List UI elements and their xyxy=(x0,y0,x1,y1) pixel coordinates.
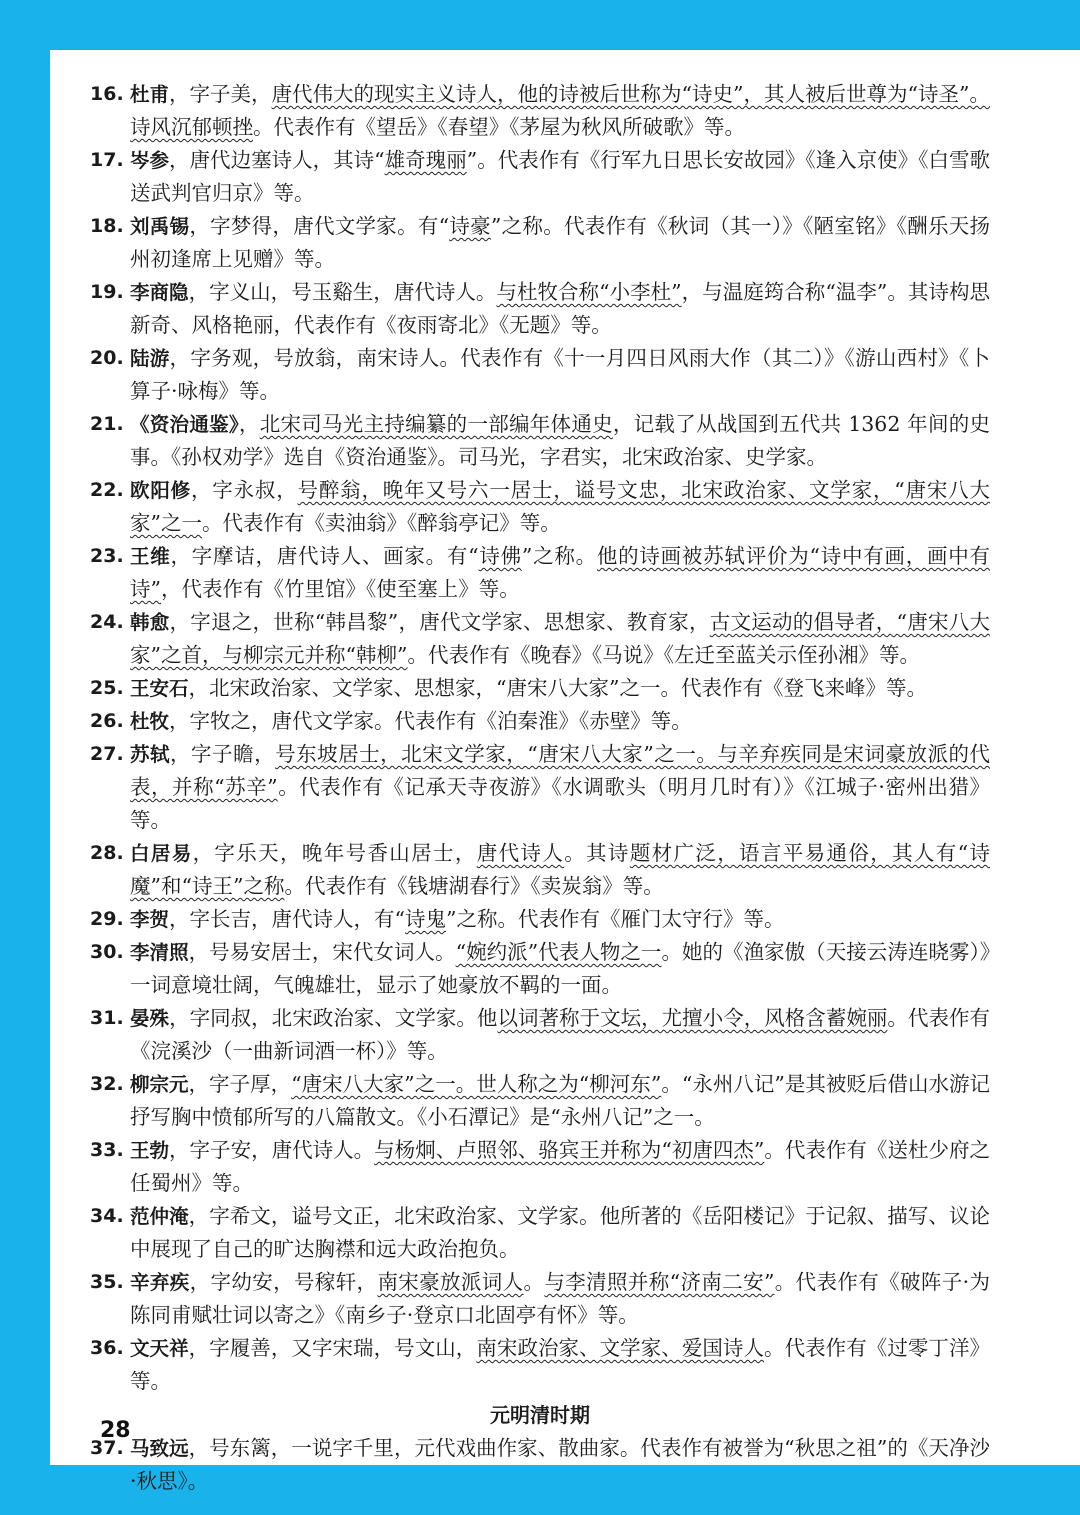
entry-number: 26. xyxy=(90,710,124,732)
entry-segment: 。代表作有《浣溪沙（一曲新词酒一杯）》等。 xyxy=(130,1006,991,1063)
underlined-text: 南宋政治家、文学家、爱国诗人 xyxy=(476,1336,765,1360)
underlined-text: 古文运动的倡导者，“唐宋八大家”之首，与柳宗元并称“韩柳” xyxy=(130,610,990,667)
entry-name: 欧阳修 xyxy=(130,479,191,502)
entry-segment: ，字牧之，唐代文学家。代表作有《泊秦淮》《赤壁》等。 xyxy=(169,709,692,733)
entry-text xyxy=(130,1200,990,1266)
entry-segment: ，号东篱，一说字千里，元代戏曲作家、散曲家。代表作有被誉为“秋思之祖”的《天净沙·秋思》。 xyxy=(130,1436,990,1493)
entry-text xyxy=(130,1332,990,1398)
entry-name: 马致远 xyxy=(130,1437,189,1460)
underlined-text: 雄奇瑰丽 xyxy=(384,148,467,172)
entry-name: 晏殊 xyxy=(130,1007,170,1030)
entry-text xyxy=(130,705,990,738)
entry-text xyxy=(130,408,990,474)
entry-segment: ，字履善，又字宋瑞，号文山， xyxy=(188,1336,477,1360)
entry-text xyxy=(130,837,990,903)
entries-main xyxy=(90,78,990,1398)
entry-segment: ，与温庭筠合称“温李”。其诗构思新奇、风格艳丽，代表作有《夜雨寄北》《无题》等。 xyxy=(130,280,990,337)
entry-text xyxy=(130,540,990,606)
entry-name: 《资治通鉴》 xyxy=(130,413,239,436)
entry-segment: ，字梦得，唐代文学家。有“ xyxy=(189,214,450,238)
entry-text xyxy=(130,474,990,540)
underlined-text: 南宋豪放派词人 xyxy=(377,1270,524,1294)
entry-text xyxy=(130,606,990,672)
entry-segment: 。 xyxy=(523,1270,545,1294)
entry-number: 31. xyxy=(90,1007,124,1029)
entry-item xyxy=(90,408,990,474)
entry-name: 李贺 xyxy=(130,908,170,931)
entry-name: 杜牧 xyxy=(130,710,170,733)
entry-segment: ”。代表作有《行军九日思长安故园》《逢入京使》《白雪歌送武判官归京》等。 xyxy=(130,148,990,205)
entry-item xyxy=(90,1432,990,1498)
section-title: 元明清时期 xyxy=(490,1403,590,1427)
entry-number: 20. xyxy=(90,347,124,369)
entry-segment: ”之称。代表作有《秋词（其一）》《陋室铭》《酬乐天扬州初逢席上见赠》等。 xyxy=(130,214,990,271)
entry-name: 王安石 xyxy=(130,677,189,700)
underlined-text: 诗佛 xyxy=(478,544,522,568)
underlined-text: 诗鬼 xyxy=(405,907,446,931)
underlined-text: 唐代诗人 xyxy=(476,841,565,865)
underlined-text: 唐代伟大的现实主义诗人，他的诗被后世称为“诗史”，其人被后世尊为“诗圣”。诗风沉郁顿挫 xyxy=(130,82,991,139)
entry-name: 李商隐 xyxy=(130,281,189,304)
underlined-text: 号东坡居士，北宋文学家，“唐宋八大家”之一。与辛弃疾同是宋词豪放派的代表，并称“苏辛” xyxy=(130,742,990,799)
underlined-text: 与杜牧合称“小李杜” xyxy=(496,280,682,304)
underlined-text: “婉约派”代表人物之一 xyxy=(455,940,662,964)
entry-segment: ，字幼安，号稼轩， xyxy=(189,1270,378,1294)
entry-item xyxy=(90,210,990,276)
entry-segment: ，字同叔，北宋政治家、文学家。他 xyxy=(169,1006,498,1030)
entry-name: 李清照 xyxy=(130,941,189,964)
entry-number: 25. xyxy=(90,677,124,699)
entry-number: 16. xyxy=(90,83,124,105)
page xyxy=(50,50,1080,1493)
entry-number: 18. xyxy=(90,215,124,237)
entry-item xyxy=(90,144,990,210)
entry-segment: ，字永叔， xyxy=(190,478,298,502)
entry-item xyxy=(90,1068,990,1134)
entry-number: 37. xyxy=(90,1437,124,1459)
entry-segment: 。代表作有《送杜少府之任蜀州》等。 xyxy=(130,1138,990,1195)
entry-segment: 。代表作有《晚春》《马说》《左迁至蓝关示侄孙湘》等。 xyxy=(407,643,920,667)
entry-segment: 。代表作有《破阵子·为陈同甫赋壮词以寄之》《南乡子·登京口北固亭有怀》等。 xyxy=(130,1270,990,1327)
entry-item xyxy=(90,705,990,738)
entry-name: 刘禹锡 xyxy=(130,215,190,238)
entry-segment: ， xyxy=(238,412,260,436)
entry-number: 34. xyxy=(90,1205,124,1227)
entry-item xyxy=(90,1332,990,1398)
entry-segment: 。代表作有《望岳》《春望》《茅屋为秋风所破歌》等。 xyxy=(253,115,745,139)
entry-segment: ”之称。 xyxy=(521,544,597,568)
entry-segment: ”之称。代表作有《雁门太守行》等。 xyxy=(446,907,785,931)
entry-segment: ，字希文，谥号文正，北宋政治家、文学家。他所著的《岳阳楼记》于记叙、描写、议论中展现了自己的旷达胸襟和远大政治抱负。 xyxy=(130,1204,990,1261)
underlined-text: 诗豪 xyxy=(449,214,491,238)
entry-name: 白居易 xyxy=(130,842,193,865)
entry-number: 28. xyxy=(90,842,124,864)
entry-segment: 。代表作有《卖油翁》《醉翁亭记》等。 xyxy=(201,511,561,535)
entry-name: 岑参 xyxy=(130,149,170,172)
underlined-text: 题材广泛，语言平易通俗，其人有“诗魔”和“诗王”之称 xyxy=(130,841,990,898)
entry-text xyxy=(130,738,990,837)
entry-segment: ，号易安居士，宋代女词人。 xyxy=(188,940,456,964)
entry-item xyxy=(90,936,990,1002)
entry-number: 35. xyxy=(90,1271,124,1293)
entry-text xyxy=(130,1068,990,1134)
entry-text xyxy=(130,936,990,1002)
entry-name: 柳宗元 xyxy=(130,1073,189,1096)
entry-name: 韩愈 xyxy=(130,611,170,634)
entry-segment: ，记载了从战国到五代共 1362 年间的史事。《孙权劝学》选自《资治通鉴》。司马光，字君实，北宋政治家、史学家。 xyxy=(130,412,990,469)
entry-text xyxy=(130,144,990,210)
underlined-text: “唐宋八大家”之一。世人称之为“柳河东” xyxy=(291,1072,662,1096)
entry-segment: ，字退之，世称“韩昌黎”，唐代文学家、思想家、教育家， xyxy=(169,610,710,634)
entry-text xyxy=(130,1134,990,1200)
entry-item xyxy=(90,1266,990,1332)
entry-text xyxy=(130,672,990,705)
entries-after xyxy=(90,1432,990,1498)
entry-segment: 。代表作有《钱塘湖春行》《卖炭翁》等。 xyxy=(284,874,664,898)
entry-item xyxy=(90,738,990,837)
entry-number: 22. xyxy=(90,479,124,501)
entry-segment: ，字义山，号玉谿生，唐代诗人。 xyxy=(188,280,497,304)
entry-number: 30. xyxy=(90,941,124,963)
entry-item xyxy=(90,606,990,672)
entry-text xyxy=(130,1002,990,1068)
underlined-text: 号醉翁，晚年又号六一居士，谥号文忠，北宋政治家、文学家，“唐宋八大家”之一 xyxy=(130,478,990,535)
entry-segment: ，字务观，号放翁，南宋诗人。代表作有《十一月四日风雨大作（其二）》《游山西村》《卜算子·咏梅》等。 xyxy=(130,346,990,403)
page-number: 28 xyxy=(100,1418,131,1443)
entry-name: 苏轼 xyxy=(130,743,171,766)
entry-name: 陆游 xyxy=(130,347,170,370)
entry-text xyxy=(130,1432,990,1498)
entry-segment: ，字子厚， xyxy=(188,1072,292,1096)
entry-segment: ，字子美， xyxy=(169,82,272,106)
entry-item xyxy=(90,474,990,540)
entry-item xyxy=(90,903,990,936)
underlined-text: 北宋司马光主持编纂的一部编年体通史 xyxy=(259,412,613,436)
entry-item xyxy=(90,837,990,903)
entry-item xyxy=(90,342,990,408)
entry-number: 32. xyxy=(90,1073,124,1095)
entry-text xyxy=(130,210,990,276)
entry-name: 辛弃疾 xyxy=(130,1271,190,1294)
entry-segment: ，字长吉，唐代诗人，有“ xyxy=(169,907,405,931)
entry-name: 杜甫 xyxy=(130,83,170,106)
entry-number: 23. xyxy=(90,545,124,567)
entry-number: 17. xyxy=(90,149,124,171)
entry-text xyxy=(130,78,990,144)
entry-name: 范仲淹 xyxy=(130,1205,189,1228)
entry-segment: ，字乐天，晚年号香山居士， xyxy=(192,841,477,865)
entry-item xyxy=(90,1134,990,1200)
entry-segment: ，唐代边塞诗人，其诗“ xyxy=(169,148,385,172)
entry-name: 文天祥 xyxy=(130,1337,189,1360)
entry-segment: 。代表作有《过零丁洋》等。 xyxy=(130,1336,991,1393)
entry-number: 36. xyxy=(90,1337,124,1359)
entry-segment: ，字子安，唐代诗人。 xyxy=(169,1138,375,1162)
entry-number: 33. xyxy=(90,1139,124,1161)
entry-text xyxy=(130,342,990,408)
entry-segment: 。代表作有《记承天寺夜游》《水调歌头（明月几时有）》《江城子·密州出猎》等。 xyxy=(130,775,990,832)
underlined-text: 以词著称于文坛，尤擅小令，风格含蓄婉丽 xyxy=(497,1006,888,1030)
entry-segment: ，字摩诘，唐代诗人、画家。有“ xyxy=(170,544,479,568)
entry-segment: 。其诗 xyxy=(564,841,630,865)
entry-segment: 。她的《渔家傲（天接云涛连晓雾）》一词意境壮阔，气魄雄壮，显示了她豪放不羁的一面。 xyxy=(130,940,991,997)
entry-item xyxy=(90,276,990,342)
entry-item xyxy=(90,672,990,705)
entry-item xyxy=(90,540,990,606)
entry-text xyxy=(130,903,990,936)
entry-name: 王勃 xyxy=(130,1139,170,1162)
entry-number: 19. xyxy=(90,281,124,303)
entry-name: 王维 xyxy=(130,545,171,568)
entry-number: 24. xyxy=(90,611,124,633)
entry-segment: ，北宋政治家、文学家、思想家，“唐宋八大家”之一。代表作有《登飞来峰》等。 xyxy=(188,676,927,700)
entry-list xyxy=(90,78,990,1498)
entry-text xyxy=(130,276,990,342)
entry-segment: ，代表作有《竹里馆》《使至塞上》等。 xyxy=(160,577,520,601)
entry-item xyxy=(90,78,990,144)
entry-number: 29. xyxy=(90,908,124,930)
underlined-text: 他的诗画被苏轼评价为“诗中有画，画中有诗” xyxy=(130,544,990,601)
underlined-text: 与李清照并称“济南二安” xyxy=(544,1270,775,1294)
entry-number: 21. xyxy=(90,413,124,435)
entry-segment: ，字子瞻， xyxy=(170,742,276,766)
underlined-text: 与杨炯、卢照邻、骆宾王并称为“初唐四杰” xyxy=(374,1138,765,1162)
entry-text xyxy=(130,1266,990,1332)
entry-segment: 。“永州八记”是其被贬后借山水游记抒写胸中愤郁所写的八篇散文。《小石潭记》是“永州八记”之一。 xyxy=(130,1072,991,1129)
entry-item xyxy=(90,1200,990,1266)
entry-number: 27. xyxy=(90,743,124,765)
entry-item xyxy=(90,1002,990,1068)
